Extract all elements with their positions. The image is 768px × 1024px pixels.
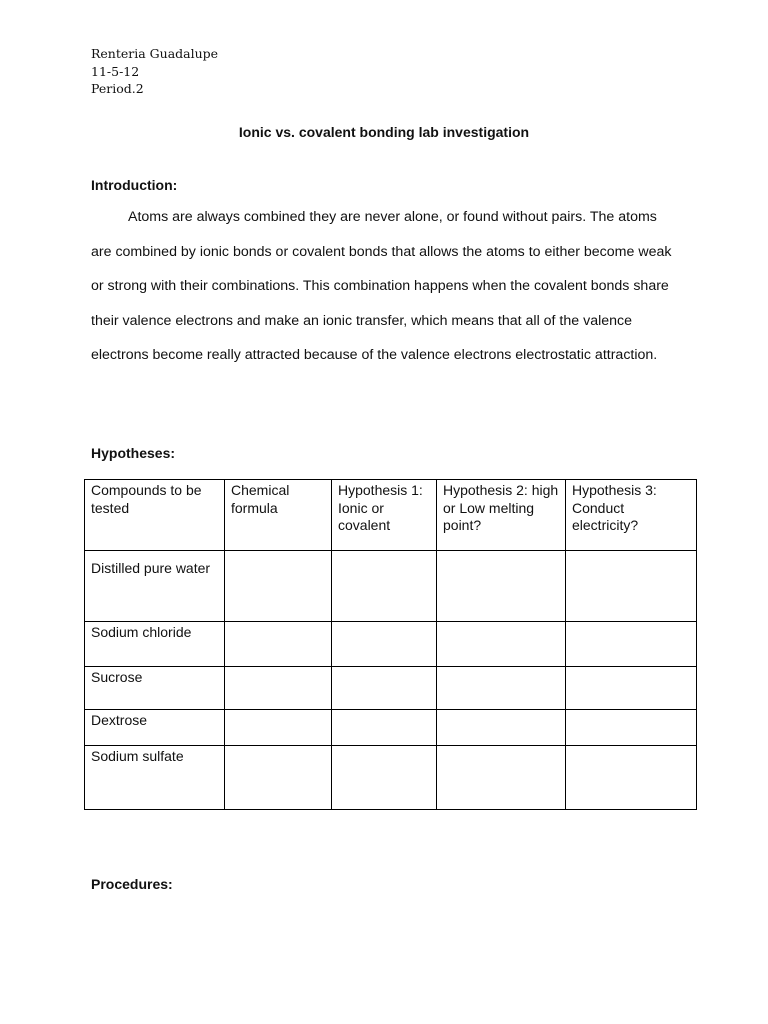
student-header xyxy=(91,45,218,98)
hypothesis-2-cell xyxy=(437,746,566,810)
compound-cell: Sucrose xyxy=(85,667,225,710)
hypothesis-1-cell xyxy=(332,710,437,746)
table-row xyxy=(85,622,697,667)
column-header-hypothesis-1: Hypothesis 1: Ionic or covalent xyxy=(332,480,437,551)
table-row xyxy=(85,746,697,810)
hypothesis-3-cell xyxy=(566,746,697,810)
procedures-heading: Procedures: xyxy=(91,876,173,892)
hypothesis-1-cell xyxy=(332,667,437,710)
student-name: Renteria Guadalupe xyxy=(91,46,219,61)
hypothesis-1-cell xyxy=(332,551,437,622)
formula-cell xyxy=(225,622,332,667)
table-row xyxy=(85,710,697,746)
compound-cell: Sodium sulfate xyxy=(85,746,225,810)
document-title: Ionic vs. covalent bonding lab investigation xyxy=(238,124,530,140)
hypothesis-3-cell xyxy=(566,710,697,746)
assignment-date: 11-5-12 xyxy=(91,63,140,79)
introduction-heading: Introduction: xyxy=(91,177,178,193)
compound-cell: Sodium chloride xyxy=(85,622,225,667)
compound-cell: Distilled pure water xyxy=(85,551,225,622)
hypothesis-2-cell xyxy=(437,551,566,622)
compound-cell: Dextrose xyxy=(85,710,225,746)
formula-cell xyxy=(225,746,332,810)
table-header-row xyxy=(85,480,697,551)
hypotheses-table xyxy=(84,479,697,810)
column-header-hypothesis-2: Hypothesis 2: high or Low melting point? xyxy=(437,480,566,551)
introduction-paragraph: Atoms are always combined they are never alone, or found without pairs. The atoms are combined by ionic bonds or covalent bonds that allows the atoms to either become weak or strong with their combinations. This combination happens when the covalent bonds share their valence electrons and make an ionic transfer, which means that all of the valence electrons become really attracted because of the valence electrons electrostatic attraction. xyxy=(91,209,672,364)
hypothesis-3-cell xyxy=(566,667,697,710)
column-header-hypothesis-3: Hypothesis 3: Conduct electricity? xyxy=(566,480,697,551)
table-row xyxy=(85,667,697,710)
hypothesis-3-cell xyxy=(566,622,697,667)
column-header-compound: Compounds to be tested xyxy=(85,480,225,551)
hypothesis-1-cell xyxy=(332,746,437,810)
formula-cell xyxy=(225,551,332,622)
hypothesis-3-cell xyxy=(566,551,697,622)
hypothesis-2-cell xyxy=(437,667,566,710)
column-header-formula: Chemical formula xyxy=(225,480,332,551)
class-period: Period.2 xyxy=(91,81,144,96)
formula-cell xyxy=(225,667,332,710)
table-row xyxy=(85,551,697,622)
hypothesis-1-cell xyxy=(332,622,437,667)
hypothesis-2-cell xyxy=(437,710,566,746)
formula-cell xyxy=(225,710,332,746)
hypotheses-heading: Hypotheses: xyxy=(91,445,176,461)
hypothesis-2-cell xyxy=(437,622,566,667)
